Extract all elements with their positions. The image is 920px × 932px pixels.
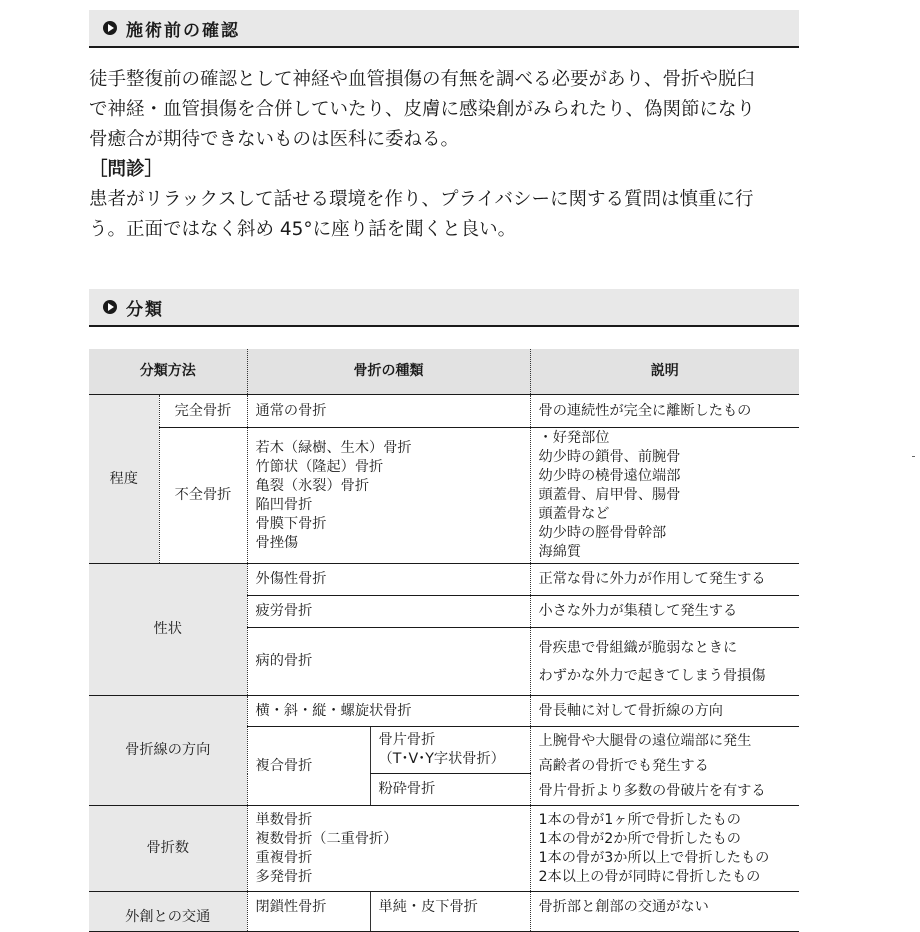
type-item: 陥凹骨折: [255, 496, 313, 513]
desc-item: 1本の骨が3か所以上で骨折したもの: [538, 849, 770, 866]
subheading-interview: ［問診］: [89, 159, 164, 180]
table-row: [89, 395, 799, 428]
table-row: [89, 892, 799, 932]
section-header-precheck: [89, 10, 799, 48]
desc-cell: 骨長軸に対して骨折線の方向: [530, 696, 799, 727]
type-cell: 疲労骨折: [247, 596, 530, 628]
desc-item: 骨疾患で骨組織が脆弱なときに: [538, 639, 738, 656]
margin-tick-mark: [912, 456, 915, 457]
desc-item: 1本の骨が1ヶ所で骨折したもの: [538, 811, 741, 828]
type-item: （T･V･Y字状骨折）: [378, 751, 505, 767]
type-item: 骨挫傷: [255, 534, 299, 551]
text-line: 骨癒合が期待できないものは医科に委ねる。: [89, 129, 460, 150]
section-title: 分類: [126, 299, 164, 320]
table-row: [89, 564, 799, 596]
type-cell: 単純・皮下骨折: [370, 892, 530, 932]
header-method: 分類方法: [89, 349, 247, 395]
subcat-incomplete: 不全骨折: [159, 428, 247, 564]
desc-item: 幼少時の橈骨遠位端部: [538, 468, 681, 484]
category-count: 骨折数: [89, 806, 247, 892]
desc-cell: [530, 727, 799, 806]
desc-cell: 骨折部と創部の交通がない: [530, 892, 799, 932]
desc-cell: [530, 428, 799, 564]
type-item: 骨膜下骨折: [255, 515, 327, 532]
text-line: う。正面ではなく斜め 45°に座り話を聞くと良い。: [89, 219, 517, 240]
section-header-classification: [89, 289, 799, 327]
header-desc: 説明: [530, 349, 799, 395]
desc-item: 頭蓋骨など: [538, 506, 610, 522]
desc-cell: [530, 806, 799, 892]
desc-item: 2本以上の骨が同時に骨折したもの: [538, 868, 761, 885]
table-header-row: [89, 349, 799, 395]
type-item: 多発骨折: [255, 868, 313, 885]
type-cell: [247, 428, 530, 564]
type-item: 骨片骨折: [378, 732, 436, 748]
type-item: 複数骨折（二重骨折）: [255, 830, 398, 847]
desc-item: 1本の骨が2か所で骨折したもの: [538, 830, 741, 847]
desc-item: 骨片骨折より多数の骨破片を有する: [538, 782, 766, 799]
category-direction: 骨折線の方向: [89, 696, 247, 806]
table-row: [89, 806, 799, 892]
type-item: 竹節状（隆起）骨折: [255, 458, 384, 475]
text-line: 徒手整復前の確認として神経や血管損傷の有無を調べる必要があり、骨折や脱臼: [89, 69, 756, 90]
table-row: [89, 428, 799, 564]
type-cell: 複合骨折: [247, 727, 370, 806]
category-nature: 性状: [89, 564, 247, 696]
desc-item: 幼少時の脛骨骨幹部: [538, 525, 667, 541]
type-cell: [370, 727, 530, 774]
play-bullet-icon: [103, 300, 117, 314]
type-cell: 閉鎖性骨折: [247, 892, 370, 932]
type-item: 重複骨折: [255, 849, 313, 866]
desc-cell: 小さな外力が集積して発生する: [530, 596, 799, 628]
desc-item: 海綿質: [538, 544, 582, 560]
category-wound: 外創との交通: [89, 892, 247, 932]
type-item: 若木（緑樹、生木）骨折: [255, 439, 412, 456]
desc-cell: [530, 628, 799, 696]
classification-table: [89, 349, 799, 932]
category-degree: 程度: [89, 395, 159, 564]
type-cell: 横・斜・縦・螺旋状骨折: [247, 696, 530, 727]
type-cell: 病的骨折: [247, 628, 530, 696]
type-cell: [247, 806, 530, 892]
text-line: 患者がリラックスして話せる環境を作り、プライバシーに関する質問は慎重に行: [89, 189, 754, 210]
type-cell: 外傷性骨折: [247, 564, 530, 596]
desc-item: わずかな外力で起きてしまう骨損傷: [538, 667, 766, 684]
desc-cell: 正常な骨に外力が作用して発生する: [530, 564, 799, 596]
desc-cell: 骨の連続性が完全に離断したもの: [530, 395, 799, 428]
type-cell: 粉砕骨折: [370, 774, 530, 806]
subcat-complete: 完全骨折: [159, 395, 247, 428]
precheck-text: [89, 65, 809, 245]
desc-item: ・好発部位: [538, 430, 610, 446]
type-item: 亀裂（氷裂）骨折: [255, 477, 370, 494]
desc-item: 頭蓋骨、肩甲骨、腸骨: [538, 487, 681, 503]
section-title: 施術前の確認: [126, 20, 240, 41]
desc-item: 高齢者の骨折でも発生する: [538, 757, 709, 774]
text-line: で神経・血管損傷を合併していたり、皮膚に感染創がみられたり、偽関節になり: [89, 99, 756, 120]
play-bullet-icon: [103, 21, 117, 35]
type-item: 単数骨折: [255, 811, 313, 828]
desc-item: 幼少時の鎖骨、前腕骨: [538, 449, 681, 465]
desc-item: 上腕骨や大腿骨の遠位端部に発生: [538, 732, 752, 749]
type-cell: 通常の骨折: [247, 395, 530, 428]
header-type: 骨折の種類: [247, 349, 530, 395]
table-row: [89, 696, 799, 727]
